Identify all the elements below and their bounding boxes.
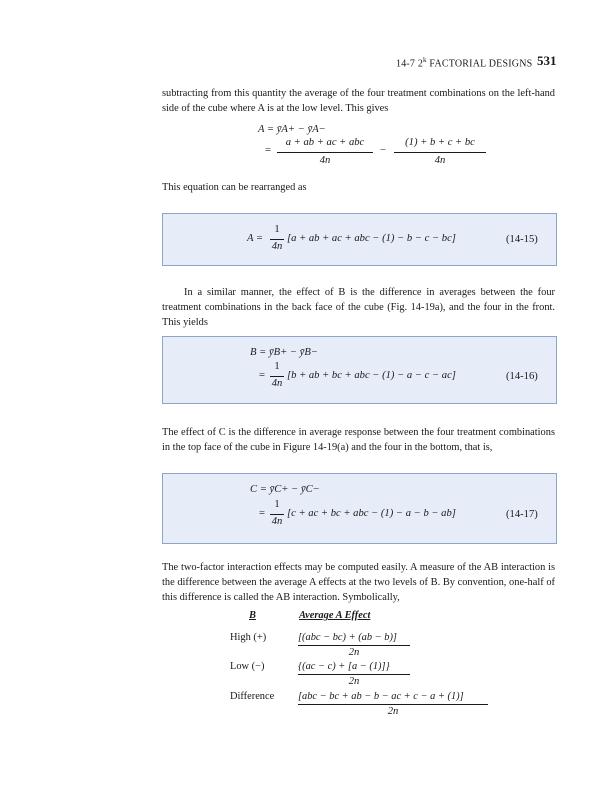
header-section: 14-7 2 — [396, 58, 424, 70]
table-row-denominator: 2n — [348, 676, 360, 687]
paragraph-5: The two-factor interaction effects may be computed easily. A measure of the AB interaction is the difference between the average A effects at the two levels of B. By convention, one-half of this difference is called the AB interaction. Symbolically, — [162, 562, 555, 603]
table-row-denominator: 2n — [387, 706, 399, 717]
box2-line1: B = ȳB+ − ȳB− — [250, 347, 319, 358]
fraction-bar — [270, 239, 284, 240]
box3-body: [c + ac + bc + abc − (1) − a − b − ab] — [287, 508, 456, 519]
box1-lhs: A = — [247, 233, 264, 244]
table-row-label: Low (−) — [230, 661, 265, 672]
table-header-b: B — [249, 610, 256, 621]
paragraph-3: In a similar manner, the effect of B is the difference in averages between the four treatment combinations in the back face of the cube (Fig. 14-19a), and the four in the front. This yields — [162, 287, 555, 328]
paragraph-2: This equation can be rearranged as — [162, 182, 307, 193]
equation-number: (14-17) — [506, 509, 538, 520]
box3-frac-den: 4n — [271, 516, 283, 527]
table-row-numerator: [abc − bc + ab − b − ac + c − a + (1)] — [298, 691, 464, 702]
equals-sign: = — [259, 508, 265, 519]
table-row-numerator: [(abc − bc) + (ab − b)] — [298, 632, 397, 643]
box1-frac-num: 1 — [274, 224, 280, 235]
box1-body: [a + ab + ac + abc − (1) − b − c − bc] — [287, 233, 456, 244]
fraction-bar — [277, 152, 373, 153]
box2-body: [b + ab + bc + abc − (1) − a − c − ac] — [287, 370, 456, 381]
equation-number: (14-15) — [506, 234, 538, 245]
paragraph-1: subtracting from this quantity the average of the four treatment combinations on the left-hand side of the cube where A is at the low level. This gives — [162, 88, 555, 114]
box2-frac-num: 1 — [274, 361, 280, 372]
fraction-bar — [270, 514, 284, 515]
eq-a-numerator-1: a + ab + ac + abc — [285, 137, 365, 148]
header-section-rest: FACTORIAL DESIGNS — [426, 58, 533, 70]
fraction-bar — [298, 674, 410, 675]
box3-frac-num: 1 — [274, 499, 280, 510]
box2-frac-den: 4n — [271, 378, 283, 389]
eq-a-denominator-1: 4n — [319, 155, 331, 166]
eq-a-denominator-2: 4n — [434, 155, 446, 166]
running-header — [396, 56, 532, 69]
header-sup: k — [423, 56, 427, 64]
minus-sign: − — [380, 145, 386, 156]
fraction-bar — [270, 376, 284, 377]
table-row-numerator: {(ac − c) + [a − (1)]} — [298, 661, 390, 672]
fraction-bar — [298, 704, 488, 705]
equation-number: (14-16) — [506, 371, 538, 382]
box1-frac-den: 4n — [271, 241, 283, 252]
box3-line1: C = ȳC+ − ȳC− — [250, 484, 320, 495]
fraction-bar — [394, 152, 486, 153]
table-row-label: Difference — [230, 691, 275, 702]
equation-a-line1: A = ȳA+ − ȳA− — [258, 124, 326, 135]
fraction-bar — [298, 645, 410, 646]
page-number: 531 — [537, 53, 557, 68]
equals-sign: = — [265, 145, 271, 156]
paragraph-4: The effect of C is the difference in average response between the four treatment combinations in the top face of the cube in Figure 14-19(a) and the four in the bottom, that is, — [162, 427, 555, 453]
table-row-label: High (+) — [230, 632, 267, 643]
equals-sign: = — [259, 370, 265, 381]
table-row-denominator: 2n — [348, 647, 360, 658]
table-header-average: Average A Effect — [299, 610, 371, 621]
eq-a-numerator-2: (1) + b + c + bc — [405, 137, 475, 148]
